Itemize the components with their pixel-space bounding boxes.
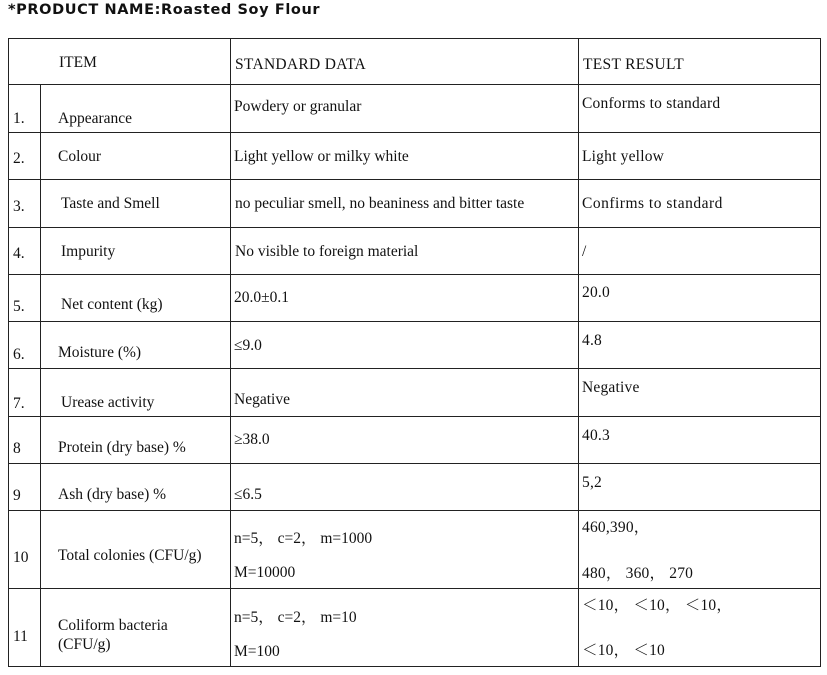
row-number: 10 bbox=[13, 549, 29, 566]
table-row bbox=[9, 464, 821, 511]
standard-value: 20.0±0.1 bbox=[234, 289, 290, 306]
header-item-cell bbox=[9, 39, 231, 85]
item-label: Urease activity bbox=[61, 394, 155, 411]
result-cell bbox=[579, 180, 821, 228]
result-value: Light yellow bbox=[582, 148, 665, 165]
row-number: 4. bbox=[13, 245, 25, 262]
header-standard-cell bbox=[231, 39, 579, 85]
row-number: 5. bbox=[13, 298, 25, 315]
standard-cell bbox=[231, 369, 579, 417]
result-value: 40.3 bbox=[582, 427, 610, 444]
standard-cell bbox=[231, 464, 579, 511]
result-value: Conforms to standard bbox=[582, 95, 721, 112]
standard-value-line2: M=10000 bbox=[234, 564, 296, 581]
product-name-heading: *PRODUCT NAME:Roasted Soy Flour bbox=[8, 2, 321, 18]
header-item: ITEM bbox=[59, 54, 97, 71]
result-value: 20.0 bbox=[582, 284, 610, 301]
standard-value: ≤6.5 bbox=[234, 486, 262, 503]
row-number-cell bbox=[9, 228, 41, 275]
row-number-cell bbox=[9, 85, 41, 133]
item-label: Protein (dry base) % bbox=[58, 439, 186, 456]
table-row bbox=[9, 589, 821, 667]
standard-cell bbox=[231, 85, 579, 133]
result-value: Negative bbox=[582, 379, 640, 396]
standard-value: No visible to foreign material bbox=[235, 243, 419, 260]
row-number: 2. bbox=[13, 150, 25, 167]
row-number: 11 bbox=[13, 628, 28, 645]
standard-value: Powdery or granular bbox=[234, 98, 362, 115]
standard-cell bbox=[231, 133, 579, 180]
item-label: Colour bbox=[58, 148, 102, 165]
row-number: 6. bbox=[13, 346, 25, 363]
result-value-line1: 460,390， bbox=[582, 519, 650, 536]
standard-cell bbox=[231, 228, 579, 275]
item-cell bbox=[41, 369, 231, 417]
item-label-line2: (CFU/g) bbox=[58, 636, 111, 653]
item-cell bbox=[41, 589, 231, 667]
result-cell bbox=[579, 322, 821, 369]
standard-value-line1: n=5， c=2， m=10 bbox=[234, 609, 357, 626]
result-value: Confirms to standard bbox=[582, 195, 723, 212]
result-value: / bbox=[582, 243, 587, 260]
item-label: Total colonies (CFU/g) bbox=[58, 547, 202, 564]
header-standard: STANDARD DATA bbox=[235, 56, 367, 73]
row-number-cell bbox=[9, 180, 41, 228]
result-cell bbox=[579, 511, 821, 589]
item-label: Impurity bbox=[61, 243, 116, 260]
table-row bbox=[9, 369, 821, 417]
standard-value-line2: M=100 bbox=[234, 643, 280, 660]
row-number-cell bbox=[9, 322, 41, 369]
standard-cell bbox=[231, 180, 579, 228]
item-label: Ash (dry base) % bbox=[58, 486, 167, 503]
standard-value: Negative bbox=[234, 391, 290, 408]
row-number: 9 bbox=[13, 487, 21, 504]
row-number-cell bbox=[9, 417, 41, 464]
standard-cell bbox=[231, 322, 579, 369]
standard-value: Light yellow or milky white bbox=[234, 148, 409, 165]
header-result-cell bbox=[579, 39, 821, 85]
result-cell bbox=[579, 589, 821, 667]
item-label: Appearance bbox=[58, 110, 133, 127]
row-number: 8 bbox=[13, 440, 21, 457]
header-result: TEST RESULT bbox=[583, 56, 685, 73]
item-cell bbox=[41, 511, 231, 589]
item-cell bbox=[41, 180, 231, 228]
standard-cell bbox=[231, 417, 579, 464]
standard-value: ≥38.0 bbox=[234, 431, 270, 448]
item-cell bbox=[41, 275, 231, 322]
row-number-cell bbox=[9, 464, 41, 511]
result-value: 4.8 bbox=[582, 332, 602, 349]
item-cell bbox=[41, 417, 231, 464]
standard-value: ≤9.0 bbox=[234, 337, 262, 354]
row-number: 1. bbox=[13, 110, 25, 127]
specification-table bbox=[8, 38, 821, 667]
result-value-line2: 480， 360， 270 bbox=[582, 565, 694, 582]
standard-cell bbox=[231, 275, 579, 322]
item-label-line1: Coliform bacteria bbox=[58, 617, 168, 634]
item-label: Moisture (%) bbox=[58, 344, 142, 361]
item-label: Taste and Smell bbox=[61, 195, 160, 212]
row-number: 3. bbox=[13, 198, 25, 215]
result-value: 5,2 bbox=[582, 474, 602, 491]
standard-cell bbox=[231, 511, 579, 589]
item-cell bbox=[41, 464, 231, 511]
item-label: Net content (kg) bbox=[61, 296, 163, 313]
row-number-cell bbox=[9, 275, 41, 322]
row-number: 7. bbox=[13, 395, 25, 412]
table-row bbox=[9, 322, 821, 369]
row-number-cell bbox=[9, 369, 41, 417]
table-row bbox=[9, 417, 821, 464]
table-row bbox=[9, 180, 821, 228]
row-number-cell bbox=[9, 133, 41, 180]
table-row bbox=[9, 85, 821, 133]
result-cell bbox=[579, 275, 821, 322]
item-cell bbox=[41, 228, 231, 275]
item-cell bbox=[41, 85, 231, 133]
result-value-line2: ＜10， ＜10 bbox=[582, 642, 665, 659]
result-cell bbox=[579, 228, 821, 275]
standard-value: no peculiar smell, no beaniness and bitter taste bbox=[235, 195, 525, 212]
result-cell bbox=[579, 85, 821, 133]
table-row bbox=[9, 511, 821, 589]
row-number-cell bbox=[9, 589, 41, 667]
table-header-row bbox=[9, 39, 821, 85]
item-cell bbox=[41, 322, 231, 369]
result-cell bbox=[579, 464, 821, 511]
result-value-line1: ＜10， ＜10， ＜10， bbox=[582, 597, 733, 614]
table-row bbox=[9, 275, 821, 322]
result-cell bbox=[579, 417, 821, 464]
row-number-cell bbox=[9, 511, 41, 589]
result-cell bbox=[579, 133, 821, 180]
standard-cell bbox=[231, 589, 579, 667]
table-row bbox=[9, 133, 821, 180]
standard-value-line1: n=5， c=2， m=1000 bbox=[234, 530, 373, 547]
item-cell bbox=[41, 133, 231, 180]
table-row bbox=[9, 228, 821, 275]
result-cell bbox=[579, 369, 821, 417]
